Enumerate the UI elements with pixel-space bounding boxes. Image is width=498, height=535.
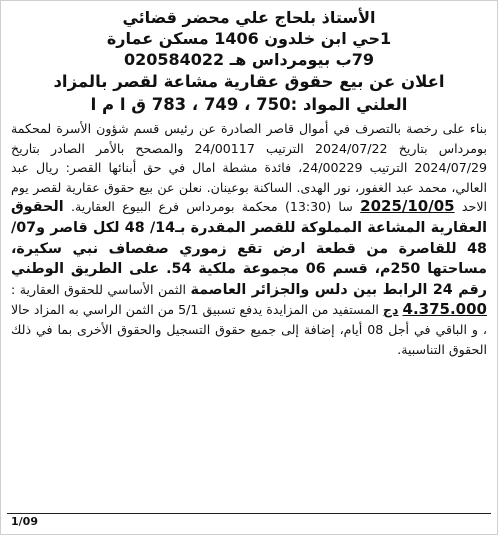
notice-paragraph-intro: بناء على رخصة بالتصرف في أموال قاصر الصادرة عن رئيس قسم شؤون الأسرة لمحكمة بومرداس بتاريخ 2024/07/22 الترتيب 24/00117 والمصحح بالأمر الصادر بتاريخ 2024/07/29 الترتيب 24/00229، فائدة مشطة امال في حق أبنائها القصر: ريال عبد العالي، محمد عبد الغفور، نور الهدى. الساكنة بوعينان. نعلن عن بيع حقوق عقارية لقصر يوم الاحد [11, 121, 487, 215]
notice-title: اعلان عن بيع حقوق عقارية مشاعة لقصر بالمزاد [53, 72, 445, 91]
bailiff-name: الأستاذ بلحاج علي محضر قضائي [122, 8, 376, 27]
sale-date: 2025/10/05 [360, 197, 455, 216]
footer-divider [7, 513, 491, 514]
bailiff-address-phone: 79ب بيومرداس هـ 020584022 [123, 50, 375, 69]
base-price-label: الثمن الأساسي للحقوق العقارية : [11, 281, 187, 297]
notice-body [11, 119, 487, 359]
page-number: 1/09 [11, 515, 38, 528]
property-description: الحقوق العقارية المشاعة المملوكة للقصر المقدرة بـ14/ 48 لكل قاصر و07/ 48 للقاصرة من قطعة ارض تقع زموري صفصاف نبي سكيرة، مساحتها 250م، قسم 06 مجموعة ملكية 54. على الطريق الوطني رقم 24 الرابط بين دلس والجزائر العاصمة [11, 199, 488, 298]
notice-articles: العلني المواد :750 ، 749 ، 783 ق ا م ا [90, 95, 408, 114]
bailiff-address: 1حي ابن خلدون 1406 مسكن عمارة [106, 29, 392, 48]
payment-terms: المستفيد من المزايدة يدفع تسبيق 5/1 من الثمن الراسي به المزاد حالا ، و الباقي في أجل 08 أيام، إضافة إلى جميع حقوق التسجيل والحقوق الأخرى بما في ذلك الحقوق التناسبية. [11, 302, 487, 357]
notice-sale-place: سا (13:30) محكمة بومرداس فرع البيوع العقارية. [70, 199, 353, 215]
currency-label: دج [382, 302, 399, 318]
notice-content [11, 7, 487, 359]
base-price-value: 4.375.000 [402, 300, 487, 319]
